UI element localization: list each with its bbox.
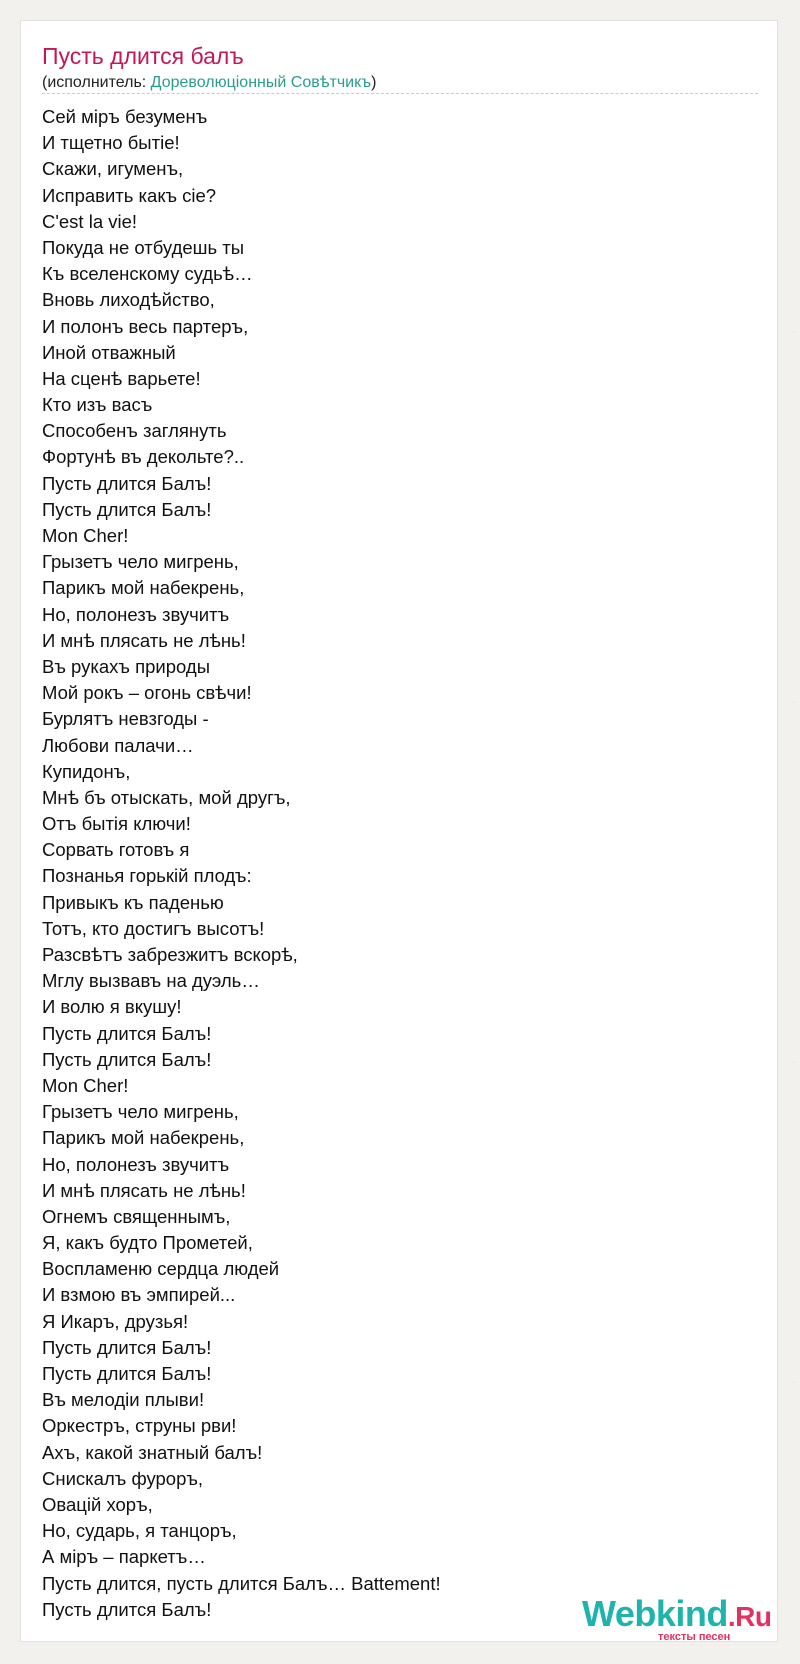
- logo-tagline: тексты песен: [658, 1631, 731, 1643]
- lyric-line: Мнѣ бъ отыскать, мой другъ,: [42, 786, 291, 808]
- lyric-line: Исправить какъ сiе?: [42, 184, 217, 206]
- lyric-line: Пусть длится Балъ!: [42, 1048, 212, 1070]
- lyric-line: Mon Cher!: [42, 525, 129, 546]
- lyric-line: Пусть длится Балъ!: [42, 1363, 212, 1384]
- lyric-line: Фортунѣ въ декольте?..: [42, 446, 245, 468]
- decorative-mark: ·: [792, 1057, 796, 1068]
- lyric-line: Огнемъ священнымъ,: [42, 1205, 231, 1227]
- logo-brand: Webkind: [582, 1593, 728, 1634]
- lyric-line: И мнѣ плясать не лѣнь!: [42, 1179, 246, 1201]
- lyric-line: Пусть длится, пусть длится Балъ… Battement!: [42, 1572, 441, 1594]
- lyric-line: Отъ бытiя ключи!: [42, 813, 191, 835]
- site-logo[interactable]: [582, 1593, 772, 1643]
- lyric-line: Но, сударь, я танцоръ,: [42, 1520, 237, 1542]
- logo-tld: .Ru: [727, 1601, 772, 1632]
- lyric-line: И взмою въ эмпирей...: [42, 1284, 236, 1306]
- artist-link[interactable]: Дореволюцiонный Совѣтчикъ: [150, 74, 372, 91]
- lyric-line: Овацiй хоръ,: [42, 1493, 153, 1515]
- lyric-line: Любови палачи…: [42, 734, 194, 756]
- lyric-line: И полонъ весь партеръ,: [42, 315, 249, 337]
- lyric-line: Ахъ, какой знатный балъ!: [42, 1441, 263, 1463]
- lyric-line: Но, полонезъ звучитъ: [42, 1153, 230, 1175]
- lyric-line: Вновь лиходѣйство,: [42, 289, 215, 311]
- lyric-line: Покуда не отбудешь ты: [42, 236, 245, 258]
- lyric-line: Снискалъ фуроръ,: [42, 1467, 204, 1489]
- header-divider: [42, 93, 758, 94]
- lyric-line: Пусть длится Балъ!: [42, 1022, 212, 1044]
- lyric-line: Привыкъ къ паденью: [42, 891, 224, 913]
- lyric-line: Къ вселенскому судьѣ…: [42, 263, 253, 285]
- artist-prefix: (исполнитель:: [42, 74, 151, 91]
- lyric-line: Мой рокъ – огонь свѣчи!: [42, 682, 252, 704]
- lyric-line: А мiръ – паркетъ…: [42, 1546, 206, 1568]
- lyric-line: Тотъ, кто достигъ высотъ!: [42, 917, 265, 939]
- lyric-line: Грызетъ чело мигрень,: [42, 1101, 239, 1123]
- lyric-line: Бурлятъ невзгоды -: [42, 708, 209, 730]
- lyrics-text: [42, 104, 742, 1623]
- lyric-line: И тщетно бытiе!: [42, 132, 180, 154]
- lyric-line: На сценѣ варьете!: [42, 367, 201, 389]
- lyric-line: Купидонъ,: [42, 760, 131, 782]
- lyric-line: Мглу вызвавъ на дуэль…: [42, 970, 260, 992]
- lyric-line: Пусть длится Балъ!: [42, 472, 212, 494]
- lyric-line: Способенъ заглянуть: [42, 420, 227, 442]
- lyric-line: Скажи, игуменъ,: [42, 158, 184, 180]
- logo-wordmark: [582, 1593, 772, 1635]
- lyric-line: Въ рукахъ природы: [42, 655, 211, 677]
- lyric-line: Пусть длится Балъ!: [42, 498, 212, 520]
- lyric-line: Я Икаръ, друзья!: [42, 1310, 189, 1332]
- lyric-line: Mon Cher!: [42, 1074, 129, 1096]
- decorative-mark: ·: [792, 697, 796, 708]
- lyric-line: Оркестръ, струны рви!: [42, 1415, 237, 1437]
- decorative-mark: ·: [792, 1377, 796, 1388]
- lyric-line: Парикъ мой набекрень,: [42, 1127, 245, 1149]
- lyric-line: Воспламеню сердца людей: [42, 1258, 280, 1280]
- lyric-line: Сей мiръ безуменъ: [42, 106, 208, 127]
- artist-line: [42, 72, 376, 94]
- lyric-line: Парикъ мой набекрень,: [42, 577, 245, 599]
- lyric-line: Въ мелодiи плыви!: [42, 1389, 205, 1411]
- decorative-mark: ·: [792, 327, 796, 338]
- lyric-line: И волю я вкушу!: [42, 996, 182, 1018]
- lyric-line: Пусть длится Балъ!: [42, 1336, 212, 1358]
- lyric-line: Познанья горькiй плодъ:: [42, 865, 252, 887]
- lyric-line: Я, какъ будто Прометей,: [42, 1232, 253, 1254]
- lyric-line: Пусть длится Балъ!: [42, 1598, 212, 1620]
- lyric-line: Но, полонезъ звучитъ: [42, 603, 230, 625]
- lyric-line: C'est la vie!: [42, 210, 138, 232]
- lyric-line: Сорвать готовъ я: [42, 839, 190, 861]
- song-title: Пусть длится балъ: [42, 43, 244, 69]
- lyric-line: Иной отважный: [42, 341, 176, 363]
- lyric-line: Кто изъ васъ: [42, 394, 153, 416]
- lyric-line: Грызетъ чело мигрень,: [42, 551, 239, 573]
- artist-suffix: ): [371, 74, 377, 91]
- lyric-line: И мнѣ плясать не лѣнь!: [42, 629, 246, 651]
- lyric-line: Разсвѣтъ забрезжитъ вскорѣ,: [42, 944, 298, 965]
